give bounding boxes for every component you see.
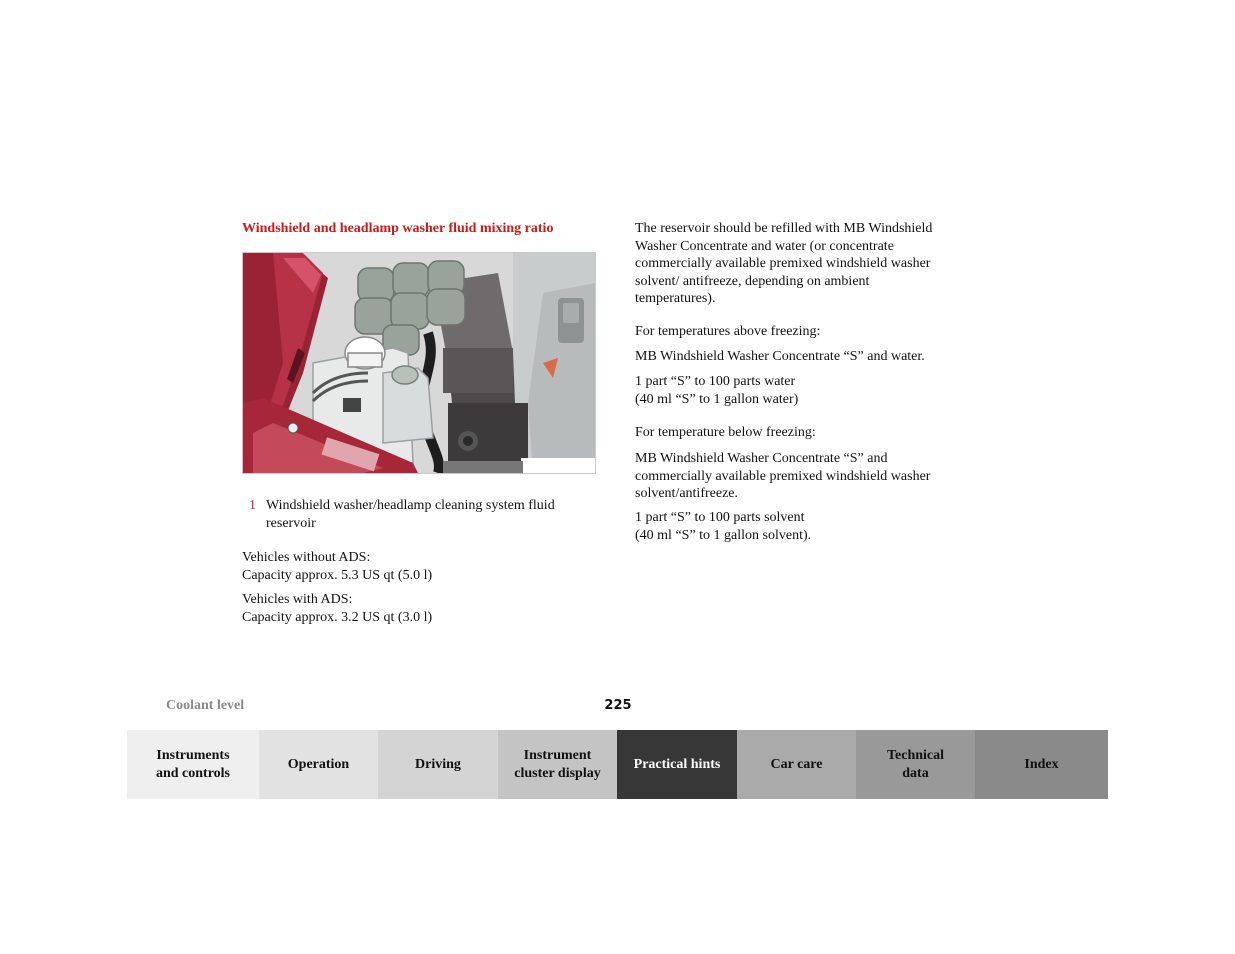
legend-item bbox=[249, 497, 599, 533]
below-freezing-ratio bbox=[635, 509, 995, 544]
text-line: Vehicles with ADS: bbox=[242, 592, 353, 607]
below-freezing-label bbox=[635, 424, 995, 442]
tab-label: Car care bbox=[770, 756, 823, 772]
text-line: commercially available premixed windshield washer bbox=[635, 468, 931, 484]
text-line: commercially available premixed windshield washer bbox=[635, 256, 931, 271]
tab-label: Instruments bbox=[156, 747, 230, 763]
capacity-without-ads bbox=[242, 549, 612, 584]
text-line: The reservoir should be refilled with MB Windshield bbox=[635, 221, 933, 236]
text-line: solvent/ antifreeze, depending on ambient bbox=[635, 273, 870, 289]
text-line: Capacity approx. 3.2 US qt (3.0 l) bbox=[242, 609, 433, 625]
refill-paragraph bbox=[635, 220, 995, 308]
above-freezing-label bbox=[635, 323, 995, 341]
nav-tab-driving[interactable] bbox=[378, 730, 498, 799]
tab-label: Technical bbox=[886, 747, 945, 763]
legend-number: 1 bbox=[249, 498, 256, 513]
text-line: Vehicles without ADS: bbox=[242, 550, 371, 565]
section-heading: Windshield and headlamp washer fluid mixing ratio bbox=[242, 221, 554, 236]
nav-tab-practical-hints[interactable] bbox=[617, 730, 737, 799]
footer-section-title: Coolant level bbox=[166, 698, 245, 713]
text-line: For temperatures above freezing: bbox=[635, 324, 821, 339]
tab-label: cluster display bbox=[514, 765, 601, 781]
tab-label: Practical hints bbox=[633, 756, 721, 772]
nav-tab-instruments-and-controls[interactable] bbox=[127, 730, 259, 799]
tab-label: Operation bbox=[287, 756, 350, 772]
tab-label: Driving bbox=[415, 756, 461, 772]
nav-tab-instrument-cluster-display[interactable] bbox=[498, 730, 617, 799]
nav-tab-index[interactable] bbox=[975, 730, 1108, 799]
text-line: Washer Concentrate and water (or concentrate bbox=[635, 238, 894, 254]
legend-text: Windshield washer/headlamp cleaning system fluid reservoir bbox=[266, 498, 555, 531]
below-freezing-mixture bbox=[635, 450, 995, 503]
tab-label: data bbox=[902, 765, 929, 781]
text-line: MB Windshield Washer Concentrate “S” and water. bbox=[635, 349, 925, 364]
nav-tab-operation[interactable] bbox=[259, 730, 378, 799]
tab-label: and controls bbox=[155, 765, 231, 781]
capacity-with-ads bbox=[242, 591, 612, 626]
above-freezing-mixture bbox=[635, 348, 995, 366]
text-line: (40 ml “S” to 1 gallon water) bbox=[635, 391, 799, 407]
chapter-nav bbox=[127, 730, 1108, 799]
engine-bay-illustration bbox=[242, 252, 596, 474]
engine-bay-drawing bbox=[243, 253, 595, 473]
tab-label: Index bbox=[1024, 756, 1059, 772]
page-number: 225 bbox=[604, 698, 632, 713]
nav-tab-car-care[interactable] bbox=[737, 730, 856, 799]
text-line: solvent/antifreeze. bbox=[635, 486, 739, 501]
nav-tab-technical-data[interactable] bbox=[856, 730, 975, 799]
tab-label: Instrument bbox=[523, 747, 592, 763]
text-line: temperatures). bbox=[635, 291, 716, 306]
text-line: For temperature below freezing: bbox=[635, 425, 816, 440]
text-line: Capacity approx. 5.3 US qt (5.0 l) bbox=[242, 567, 433, 583]
text-line: 1 part “S” to 100 parts water bbox=[635, 374, 796, 389]
text-line: 1 part “S” to 100 parts solvent bbox=[635, 510, 805, 525]
text-line: MB Windshield Washer Concentrate “S” and bbox=[635, 451, 888, 466]
above-freezing-ratio bbox=[635, 373, 995, 408]
text-line: (40 ml “S” to 1 gallon solvent). bbox=[635, 527, 812, 543]
